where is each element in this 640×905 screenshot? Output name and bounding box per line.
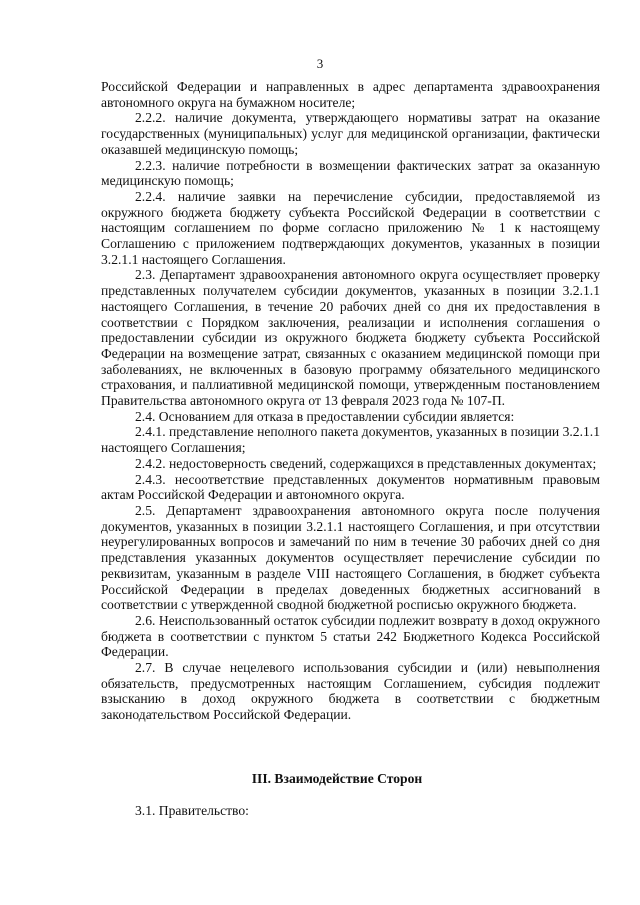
paragraph-2-6: 2.6. Неиспользованный остаток субсидии подлежит возврату в доход окружного бюджета в соответствии с пунктом 5 статьи 242 Бюджетного Кодекса Российской Федерации.: [101, 612, 600, 660]
paragraph-2-4-3: 2.4.3. несоответствие представленных документов нормативным правовым актам Российской Федерации и автономного округа.: [101, 471, 600, 503]
paragraph-2-7: 2.7. В случае нецелевого использования субсидии и (или) невыполнения обязательств, предусмотренных настоящим Соглашением, субсидия подлежит взысканию в доход окружного бюджета в соответствии с бюджетным законодательством Российской Федерации.: [101, 660, 600, 723]
document-body: [101, 79, 600, 723]
subsection-3-1: 3.1. Правительство:: [135, 803, 249, 818]
paragraph-2-2-4: 2.2.4. наличие заявки на перечисление субсидии, предоставляемой из окружного бюджета бюджету субъекта Российской Федерации в соответствии с настоящим соглашением по форме согласно приложению № 1 к настоящему Соглашению с приложением подтверждающих документов, указанных в позиции 3.2.1.1 настоящего Соглашения.: [101, 188, 600, 267]
page-number: 3: [316, 56, 324, 71]
section-heading: III. Взаимодействие Сторон: [251, 771, 423, 786]
paragraph-2-2-3: 2.2.3. наличие потребности в возмещении фактических затрат за оказанную медицинскую помощь;: [101, 157, 600, 189]
paragraph-continuation: Российской Федерации и направленных в адрес департамента здравоохранения автономного округа на бумажном носителе;: [101, 79, 600, 110]
paragraph-2-5: 2.5. Департамент здравоохранения автономного округа после получения документов, указанных в позиции 3.2.1.1 настоящего Соглашения, и при отсутствии неурегулированных вопросов и замечаний по ним в течение 30 рабочих дней со дня представления указанных документов осуществляет перечисление субсидии по реквизитам, указанным в разделе VIII настоящего Соглашения, в бюджет субъекта Российской Федерации в пределах доведенных бюджетных ассигнований в соответствии с утвержденной сводной бюджетной росписью окружного бюджета.: [101, 502, 600, 613]
paragraph-2-4-2: 2.4.2. недостоверность сведений, содержащихся в представленных документах;: [135, 455, 597, 471]
paragraph-2-3: 2.3. Департамент здравоохранения автономного округа осуществляет проверку представленных получателем субсидии документов, указанных в позиции 3.2.1.1 настоящего Соглашения, в течение 20 рабочих дней со дня их предоставления в соответствии с Порядком заключения, реализации и исполнения соглашения о предоставлении субсидии из окружного бюджета бюджету субъекта Российской Федерации на возмещение затрат, связанных с оказанием медицинской помощи при заболеваниях, не включенных в базовую программу обязательного медицинского страхования, и паллиативной медицинской помощи, утвержденным постановлением Правительства автономного округа от 13 февраля 2023 года № 107-П.: [101, 267, 600, 409]
paragraph-2-4: 2.4. Основанием для отказа в предоставлении субсидии является:: [135, 408, 515, 424]
paragraph-2-4-1: 2.4.1. представление неполного пакета документов, указанных в позиции 3.2.1.1 настоящего Соглашения;: [101, 424, 600, 456]
paragraph-2-2-2: 2.2.2. наличие документа, утверждающего нормативы затрат на оказание государственных (муниципальных) услуг для медицинской организации, фактически оказавшей медицинскую помощь;: [101, 110, 600, 157]
